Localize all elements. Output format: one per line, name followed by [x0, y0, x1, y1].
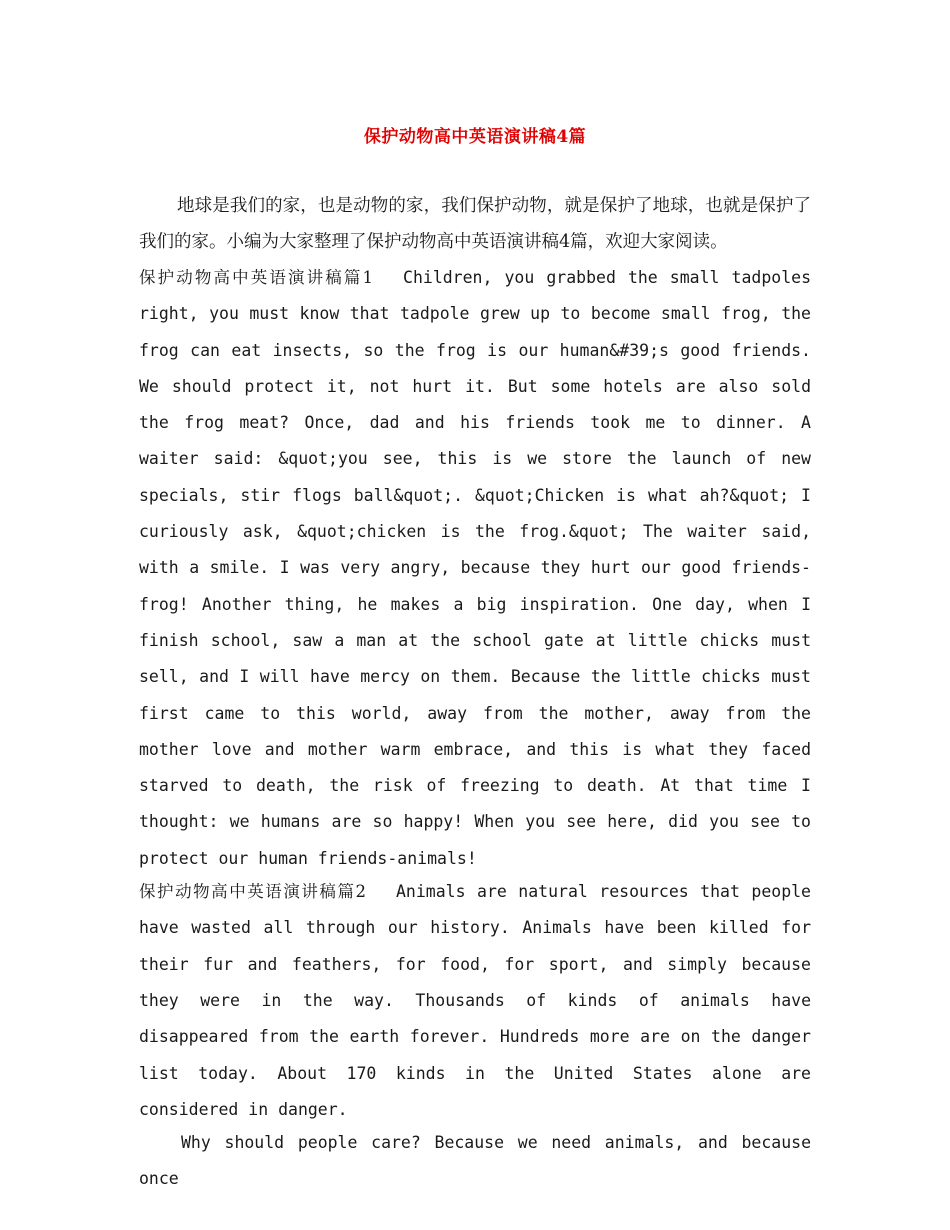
- section-2-paragraph: [139, 874, 811, 1128]
- document-body: [139, 188, 811, 1198]
- section-1-paragraph: [139, 260, 811, 877]
- section-1-heading: 保护动物高中英语演讲稿篇1: [139, 268, 374, 287]
- section-2-text: Animals are natural resources that people have wasted all through our history. Animals have been killed for their fur and feathers, for food, for sport, and simply because they were in the way. Thousands of kinds of animals have disappeared from the earth forever. Hundreds more are on the danger list today. About 170 kinds in the United States alone are considered in danger.: [139, 882, 811, 1119]
- section-1-text: Children, you grabbed the small tadpoles right, you must know that tadpole grew up to become small frog, the frog can eat insects, so the frog is our human&#39;s good friends. We should protect it, not hurt it. But some hotels are also sold the frog meat? Once, dad and his friends took me to dinner. A waiter said: &quot;you see, this is we store the launch of new specials, stir flogs ball&quot;. &quot;Chicken is what ah?&quot; I curiously ask, &quot;chicken is the frog.&quot; The waiter said, with a smile. I was very angry, because they hurt our good friends-frog! Another thing, he makes a big inspiration. One day, when I finish school, saw a man at the school gate at little chicks must sell, and I will have mercy on them. Because the little chicks must first came to this world, away from the mother, away from the mother love and mother warm embrace, and this is what they faced starved to death, the risk of freezing to death. At that time I thought: we humans are so happy! When you see here, did you see to protect our human friends-animals!: [139, 268, 811, 868]
- paragraph-3: Why should people care? Because we need animals, and because once: [139, 1133, 811, 1189]
- document-title: 保护动物高中英语演讲稿4篇: [363, 127, 587, 147]
- intro-paragraph: 地球是我们的家，也是动物的家，我们保护动物，就是保护了地球，也就是保护了我们的家。小编为大家整理了保护动物高中英语演讲稿4篇，欢迎大家阅读。: [139, 196, 811, 252]
- section-2-heading: 保护动物高中英语演讲稿篇2: [139, 882, 366, 902]
